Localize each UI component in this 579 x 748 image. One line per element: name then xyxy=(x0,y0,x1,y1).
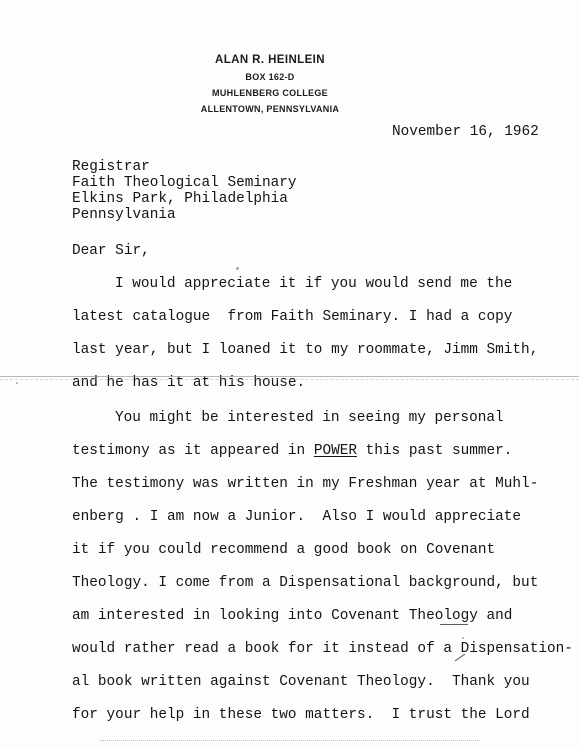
paragraph2-line-6: Theology. I come from a Dispensational background, but xyxy=(72,575,539,591)
paragraph2-line-2-pre: testimony as it appeared in xyxy=(72,443,314,459)
paper-fold-line xyxy=(0,376,579,377)
recipient-line-3: Elkins Park, Philadelphia xyxy=(72,191,288,207)
paper-fold-shadow xyxy=(0,379,579,380)
paragraph1-line-4: and he has it at his house. xyxy=(72,375,306,391)
paragraph2-line-2-post: this past summer. xyxy=(357,443,513,459)
letterhead-city: ALLENTOWN, PENNSYLVANIA xyxy=(200,104,340,114)
recipient-line-1: Registrar xyxy=(72,159,150,175)
paragraph2-line-9: al book written against Covenant Theology. Thank you xyxy=(72,674,530,690)
recipient-line-4: Pennsylvania xyxy=(72,207,176,223)
paragraph2-line-10: for your help in these two matters. I trust the Lord xyxy=(72,707,530,723)
letter-date: November 16, 1962 xyxy=(392,124,539,140)
paragraph1-line-2: latest catalogue from Faith Seminary. I had a copy xyxy=(72,309,513,325)
paper-speck xyxy=(16,382,18,384)
paragraph2-line-5: it if you could recommend a good book on Covenant xyxy=(72,542,496,558)
paper-speck xyxy=(236,267,239,270)
paragraph1-line-3: last year, but I loaned it to my roommate, Jimm Smith, xyxy=(72,342,539,358)
paragraph2-line-3: The testimony was written in my Freshman year at Muhl- xyxy=(72,476,539,492)
salutation: Dear Sir, xyxy=(72,243,150,259)
recipient-line-2: Faith Theological Seminary xyxy=(72,175,297,191)
power-title: POWER xyxy=(313,443,357,459)
paragraph2-line-7: am interested in looking into Covenant Theology and xyxy=(72,608,513,624)
paragraph1-line-1: I would appreciate it if you would send me the xyxy=(115,276,513,292)
paragraph2-line-8: would rather read a book for it instead of a Dispensation- xyxy=(72,641,573,657)
paragraph2-line-4: enberg . I am now a Junior. Also I would appreciate xyxy=(72,509,522,525)
paper-speck xyxy=(462,637,464,639)
paragraph2-line-1: You might be interested in seeing my personal xyxy=(115,410,504,426)
letterhead-college: MUHLENBERG COLLEGE xyxy=(212,88,328,98)
paragraph2-line-2 xyxy=(72,443,512,460)
pen-underline-mark xyxy=(440,624,468,625)
letterhead-box: BOX 162-D xyxy=(245,72,295,82)
letterhead-name: ALAN R. HEINLEIN xyxy=(215,54,325,66)
bottom-edge-smudge xyxy=(100,740,480,745)
